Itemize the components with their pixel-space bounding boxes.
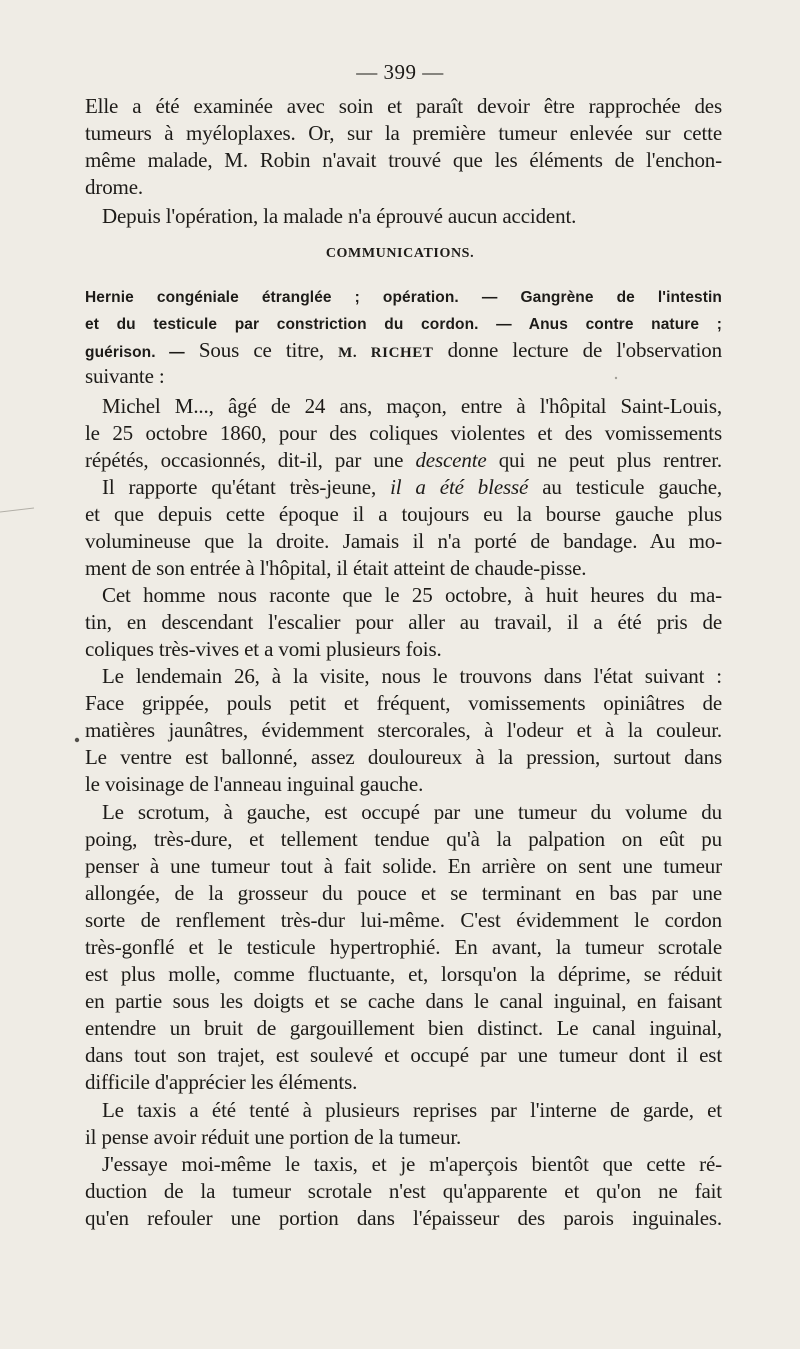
text-line: coliques très-vives et a vomi plusieurs fois. (85, 637, 442, 661)
text-line: Cet homme nous raconte que le 25 octobre, à huit heures du ma- (102, 583, 722, 607)
italic-text: il a été blessé (390, 475, 529, 499)
text-line: Face grippée, pouls petit et fréquent, vomissements opiniâtres de (85, 691, 722, 715)
article-title-line: Hernie congéniale étranglée ; opération. — Gangrène de l'intestin (85, 289, 722, 306)
text-line: le 25 octobre 1860, pour des coliques violentes et des vomissements (85, 421, 722, 445)
text-line: tin, en descendant l'escalier pour aller au travail, il a été pris de (85, 610, 722, 634)
text-line: drome. (85, 175, 143, 199)
text-line: Elle a été examinée avec soin et paraît devoir être rapprochée des (85, 94, 722, 118)
text-line: sorte de renflement très-dur lui-même. C'est évidemment le cordon (85, 908, 722, 932)
inline-text: donne lecture de l'observation (433, 338, 722, 362)
text-line: suivante : (85, 364, 165, 388)
text-line: qu'en refouler une portion dans l'épaisseur des parois inguinales. (85, 1206, 722, 1230)
text-line: poing, très-dure, et tellement tendue qu'à la palpation on eût pu (85, 827, 722, 851)
text-line: Depuis l'opération, la malade n'a éprouvé aucun accident. (102, 204, 577, 228)
italic-text: descente (415, 448, 487, 472)
text-line: matières jaunâtres, évidemment stercorales, à l'odeur et à la couleur. (85, 718, 722, 742)
text-line: Michel M..., âgé de 24 ans, maçon, entre à l'hôpital Saint-Louis, (102, 394, 722, 418)
text-line: entendre un bruit de gargouillement bien distinct. Le canal inguinal, (85, 1016, 722, 1040)
text-line: très-gonflé et le testicule hypertrophié. En avant, la tumeur scrotale (85, 935, 722, 959)
inline-text: Sous ce titre, (184, 338, 339, 362)
text-line: J'essaye moi-même le taxis, et je m'aperçois bientôt que cette ré- (102, 1152, 722, 1176)
text-line: même malade, M. Robin n'avait trouvé que les éléments de l'enchon- (85, 148, 722, 172)
text-line: il pense avoir réduit une portion de la tumeur. (85, 1125, 462, 1149)
text-line: allongée, de la grosseur du pouce et se terminant en bas par une (85, 881, 722, 905)
text-line (102, 474, 722, 500)
page-number: — 399 — (356, 60, 444, 84)
inline-text: qui ne peut plus rentrer. (486, 448, 723, 472)
text-line: et que depuis cette époque il a toujours eu la bourse gauche plus (85, 502, 722, 526)
text-line: est plus molle, comme fluctuante, et, lorsqu'on la déprime, se réduit (85, 962, 722, 986)
author-name: M. RICHET (338, 345, 434, 361)
text-line (85, 337, 722, 366)
text-line: le voisinage de l'anneau inguinal gauche. (85, 772, 424, 796)
text-line: volumineuse que la droite. Jamais il n'a porté de bandage. Au mo- (85, 529, 722, 553)
text-line: difficile d'apprécier les éléments. (85, 1070, 358, 1094)
text-line: en partie sous les doigts et se cache dans le canal inguinal, en faisant (85, 989, 722, 1013)
inline-text: Il rapporte qu'étant très-jeune, (102, 475, 377, 499)
inline-text: répétés, occasionnés, dit-il, par une (85, 448, 404, 472)
article-title-end: guérison. — (85, 344, 185, 361)
text-line: Le scrotum, à gauche, est occupé par une tumeur du volume du (102, 800, 722, 824)
inline-text: au testicule gauche, (528, 475, 723, 499)
article-title-line: et du testicule par constriction du cordon. — Anus contre nature ; (85, 316, 722, 333)
text-line (85, 447, 722, 473)
text-line: Le taxis a été tenté à plusieurs reprises par l'interne de garde, et (102, 1098, 722, 1122)
text-line: Le lendemain 26, à la visite, nous le trouvons dans l'état suivant : (102, 664, 722, 688)
text-line: dans tout son trajet, est soulevé et occupé par une tumeur dont il est (85, 1043, 722, 1067)
text-line: duction de la tumeur scrotale n'est qu'apparente et qu'on ne fait (85, 1179, 722, 1203)
text-line: tumeurs à myéloplaxes. Or, sur la première tumeur enlevée sur cette (85, 121, 722, 145)
text-line: penser à une tumeur tout à fait solide. En arrière on sent une tumeur (85, 854, 722, 878)
text-line: Le ventre est ballonné, assez douloureux à la pression, surtout dans (85, 745, 722, 769)
section-heading: COMMUNICATIONS. (325, 246, 475, 261)
text-line: ment de son entrée à l'hôpital, il était atteint de chaude-pisse. (85, 556, 587, 580)
